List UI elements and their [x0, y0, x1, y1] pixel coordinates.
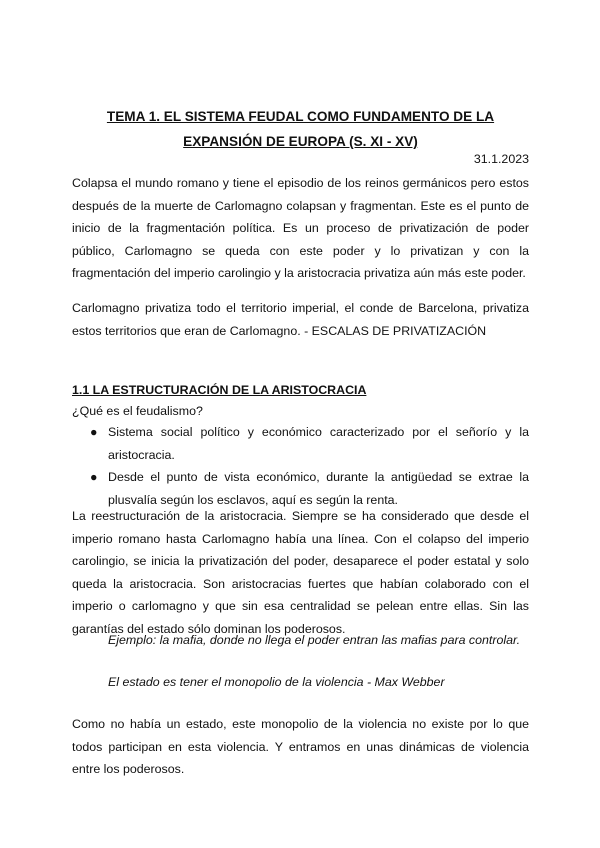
- example-note: Ejemplo: la mafia, donde no llega el poder entran las mafias para controlar.: [108, 633, 521, 647]
- document-title: [72, 104, 529, 154]
- list-item-text: Sistema social político y económico caracterizado por el señorío y la aristocracia.: [108, 425, 529, 462]
- paragraph-privatization: Carlomagno privatiza todo el territorio imperial, el conde de Barcelona, privatiza estos territorios que eran de Carlomagno. - ESCALAS DE PRIVATIZACIÓN: [72, 301, 529, 338]
- paragraph-intro: Colapsa el mundo romano y tiene el episodio de los reinos germánicos pero estos después de la muerte de Carlomagno colapsan y fragmentan. Este es el punto de inicio de la fragmentación política. Es un proceso de privatización de poder público, Carlomagno se queda con este poder y lo privatizan y con la fragmentación del imperio carolingio y la aristocracia privatiza aún más este poder.: [72, 176, 529, 280]
- bullet-icon: ●: [90, 470, 98, 484]
- section-heading: 1.1 LA ESTRUCTURACIÓN DE LA ARISTOCRACIA: [72, 383, 367, 397]
- bullet-list: [90, 421, 529, 511]
- section-question: ¿Qué es el feudalismo?: [72, 404, 203, 418]
- document-date: 31.1.2023: [473, 152, 529, 166]
- title-line-1: TEMA 1. EL SISTEMA FEUDAL COMO FUNDAMENTO DE LA: [106, 109, 495, 124]
- paragraph-restructuring: La reestructuración de la aristocracia. Siempre se ha considerado que desde el imperio romano hasta Carlomagno había una línea. Con el colapso del imperio carolingio, se inicia la privatización del poder, desaparece el poder estatal y solo queda la aristocracia. Son aristocracias fuertes que habían colaborado con el imperio o carlomagno y que sin esa centralidad se pelean entre ellas. Sin las garantías del estado sólo dominan los poderosos.: [72, 509, 529, 636]
- paragraph-violence: Como no había un estado, este monopolio de la violencia no existe por lo que todos participan en esta violencia. Y entramos en unas dinámicas de violencia entre los poderosos.: [72, 717, 529, 776]
- title-line-2: EXPANSIÓN DE EUROPA (S. XI - XV): [183, 134, 418, 149]
- list-item-text: Desde el punto de vista económico, durante la antigüedad se extrae la plusvalía según los esclavos, aquí es según la renta.: [108, 470, 529, 507]
- list-item: [90, 421, 529, 466]
- quote-note: El estado es tener el monopolio de la violencia - Max Webber: [108, 675, 445, 689]
- bullet-icon: ●: [90, 425, 98, 439]
